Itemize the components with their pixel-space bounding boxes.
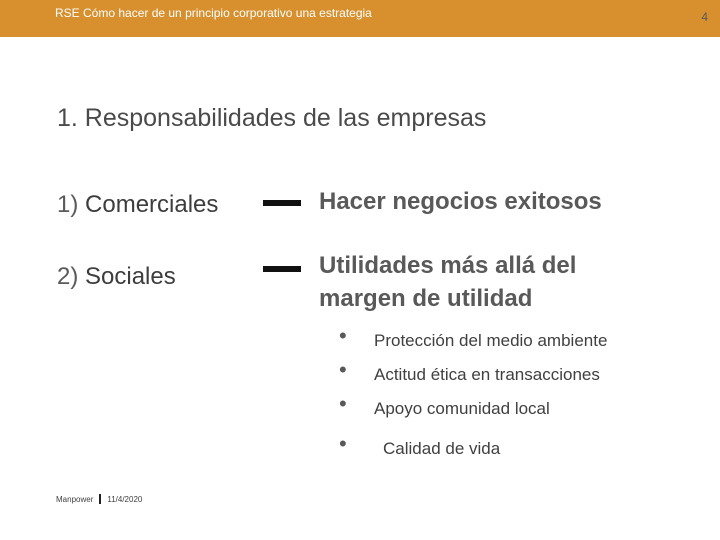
category-commercial <box>57 191 218 219</box>
slide-heading: 1. Responsabilidades de las empresas <box>57 104 487 132</box>
presentation-title: RSE Cómo hacer de un principio corporativo una estrategia <box>55 6 372 20</box>
category-social <box>57 263 176 291</box>
category-label: Comerciales <box>85 191 219 218</box>
bullet-icon: • <box>339 391 347 416</box>
page-number: 4 <box>701 10 708 24</box>
bullet-icon: • <box>339 323 347 348</box>
bullet-icon: • <box>339 431 347 456</box>
category-description: Utilidades más allá del margen de utilidad <box>319 252 577 312</box>
dash-connector <box>263 200 301 206</box>
footer-date: 11/4/2020 <box>107 494 143 504</box>
bullet-text: Actitud ética en transacciones <box>374 365 600 384</box>
bullet-text: Apoyo comunidad local <box>374 399 550 418</box>
footer-divider <box>99 494 101 504</box>
bullet-text: Protección del medio ambiente <box>374 331 608 350</box>
category-number: 1) <box>57 191 79 218</box>
bullet-text: Calidad de vida <box>383 439 501 458</box>
footer <box>56 494 142 504</box>
bullet-icon: • <box>339 357 347 382</box>
dash-connector <box>263 266 301 272</box>
category-description: Hacer negocios exitosos <box>319 188 602 215</box>
category-label: Sociales <box>85 263 176 290</box>
footer-brand: Manpower <box>56 494 94 504</box>
category-number: 2) <box>57 263 79 290</box>
